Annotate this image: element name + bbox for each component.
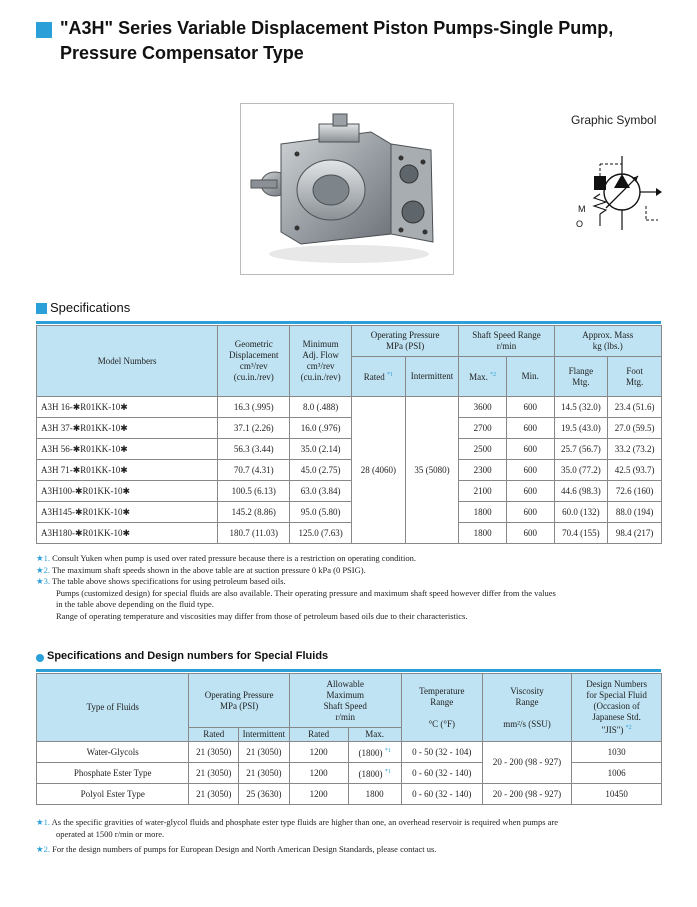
- col-viscosity: Viscosity Range mm²/s (SSU): [482, 674, 572, 742]
- col-design-number: Design Numbers for Special Fluid (Occasion of Japanese Std. "JIS") $^{*2}$: [572, 674, 662, 742]
- special-note-2: ★2. For the design numbers of pumps for European Design and North American Design Standards, please contact us.: [36, 844, 437, 854]
- note-3-line: Range of operating temperature and viscosities may differ from those of petroleum based oils due to their characteristics.: [56, 610, 468, 621]
- col-op-pressure: Operating Pressure MPa (PSI): [352, 326, 459, 357]
- symbol-o-letter: O: [576, 219, 584, 229]
- specs-marker: [36, 303, 47, 314]
- table-row: Water-Glycols 21 (3050) 21 (3050) 1200 (1800) $^{*1}$ 0 - 50 (32 - 104) 20 - 200 (98 - 927) 1030: [37, 742, 662, 763]
- table-row: A3H145-✱R01KK-10✱ 145.2 (8.86) 95.0 (5.80) 1800 600 60.0 (132) 88.0 (194): [37, 502, 662, 523]
- col-intermittent: Intermittent: [239, 728, 290, 742]
- col-op-pressure: Operating Pressure MPa (PSI): [189, 674, 289, 728]
- graphic-symbol: [566, 150, 666, 240]
- col-temperature: Temperature Range °C (°F): [401, 674, 482, 742]
- special-marker: [36, 654, 44, 662]
- title-marker: [36, 22, 52, 38]
- col-speed-rated: Rated: [289, 728, 348, 742]
- table-row: A3H 56-✱R01KK-10✱ 56.3 (3.44) 35.0 (2.14) 2500 600 25.7 (56.7) 33.2 (73.2): [37, 439, 662, 460]
- special-note-1: ★1. As the specific gravities of water-glycol fluids and phosphate ester type fluids are higher than one, an overhead reservoir is required when pumps are: [36, 817, 559, 827]
- col-model: Model Numbers: [37, 326, 218, 397]
- col-flange: Flange Mtg.: [554, 357, 608, 397]
- special-table: [36, 673, 662, 805]
- table-row: A3H 16-✱R01KK-10✱ 16.3 (.995) 8.0 (.488) 28 (4060) 35 (5080) 3600 600 14.5 (32.0) 23.4 (51.6): [37, 397, 662, 418]
- col-speed-max: Max.: [348, 728, 401, 742]
- col-rated: Rated $^{*1}$: [352, 357, 406, 397]
- col-allowable-speed: Allowable Maximum Shaft Speed r/min: [289, 674, 401, 728]
- table-row: Polyol Ester Type 21 (3050) 25 (3630) 1200 1800 0 - 60 (32 - 140) 20 - 200 (98 - 927) 10450: [37, 784, 662, 805]
- specs-table: [36, 325, 662, 544]
- note-3-line: Pumps (customized design) for special fluids are also available. Their operating pressure and maximum shaft speed however differ from the values: [56, 587, 556, 598]
- shared-viscosity: 20 - 200 (98 - 927): [482, 742, 572, 784]
- col-speed: Shaft Speed Range r/min: [459, 326, 554, 357]
- table-row: Phosphate Ester Type 21 (3050) 21 (3050) 1200 (1800) $^{*1}$ 0 - 60 (32 - 140) 1006: [37, 763, 662, 784]
- specs-heading: Specifications: [50, 300, 131, 315]
- col-max: Max. $^{*2}$: [459, 357, 507, 397]
- col-min: Min.: [506, 357, 554, 397]
- intermittent-value: 35 (5080): [405, 397, 459, 544]
- specs-notes: [36, 553, 666, 622]
- special-note-1-cont: operated at 1500 r/min or more.: [56, 828, 165, 839]
- col-geo: Geometric Displacement cm³/rev (cu.in./rev): [218, 326, 290, 397]
- pump-illustration: [241, 104, 453, 274]
- col-intermittent: Intermittent: [405, 357, 459, 397]
- table-row: A3H180-✱R01KK-10✱ 180.7 (11.03) 125.0 (7.63) 1800 600 70.4 (155) 98.4 (217): [37, 523, 662, 544]
- special-notes: [36, 817, 666, 856]
- note-3-line: in the table above depending on the fluid type.: [56, 599, 214, 609]
- col-foot: Foot Mtg.: [608, 357, 662, 397]
- col-fluid-type: Type of Fluids: [37, 674, 189, 742]
- table-row: A3H 37-✱R01KK-10✱ 37.1 (2.26) 16.0 (.976) 2700 600 19.5 (43.0) 27.0 (59.5): [37, 418, 662, 439]
- pump-photo: [240, 103, 454, 275]
- symbol-m-letter: M: [578, 204, 586, 214]
- table-row: A3H 71-✱R01KK-10✱ 70.7 (4.31) 45.0 (2.75) 2300 600 35.0 (77.2) 42.5 (93.7): [37, 460, 662, 481]
- col-mass: Approx. Mass kg (lbs.): [554, 326, 661, 357]
- note-2: ★2. The maximum shaft speeds shown in the above table are at suction pressure 0 kPa (0 PSIG).: [36, 564, 366, 575]
- note-1: ★1. Consult Yuken when pump is used over rated pressure because there is a restriction on operating condition.: [36, 553, 417, 563]
- table-row: A3H100-✱R01KK-10✱ 100.5 (6.13) 63.0 (3.84) 2100 600 44.6 (98.3) 72.6 (160): [37, 481, 662, 502]
- graphic-symbol-label: Graphic Symbol: [571, 113, 657, 127]
- specs-rule: [36, 321, 661, 324]
- rated-value: 28 (4060): [352, 397, 406, 544]
- special-rule: [36, 669, 661, 672]
- page-title: "A3H" Series Variable Displacement Piston Pumps-Single Pump, Pressure Compensator Type: [60, 18, 614, 63]
- col-rated: Rated: [189, 728, 239, 742]
- col-minflow: Minimum Adj. Flow cm³/rev (cu.in./rev): [290, 326, 352, 397]
- special-heading: Specifications and Design numbers for Special Fluids: [47, 650, 329, 662]
- note-3: ★3. The table above shows specifications for using petroleum based oils.: [36, 576, 286, 586]
